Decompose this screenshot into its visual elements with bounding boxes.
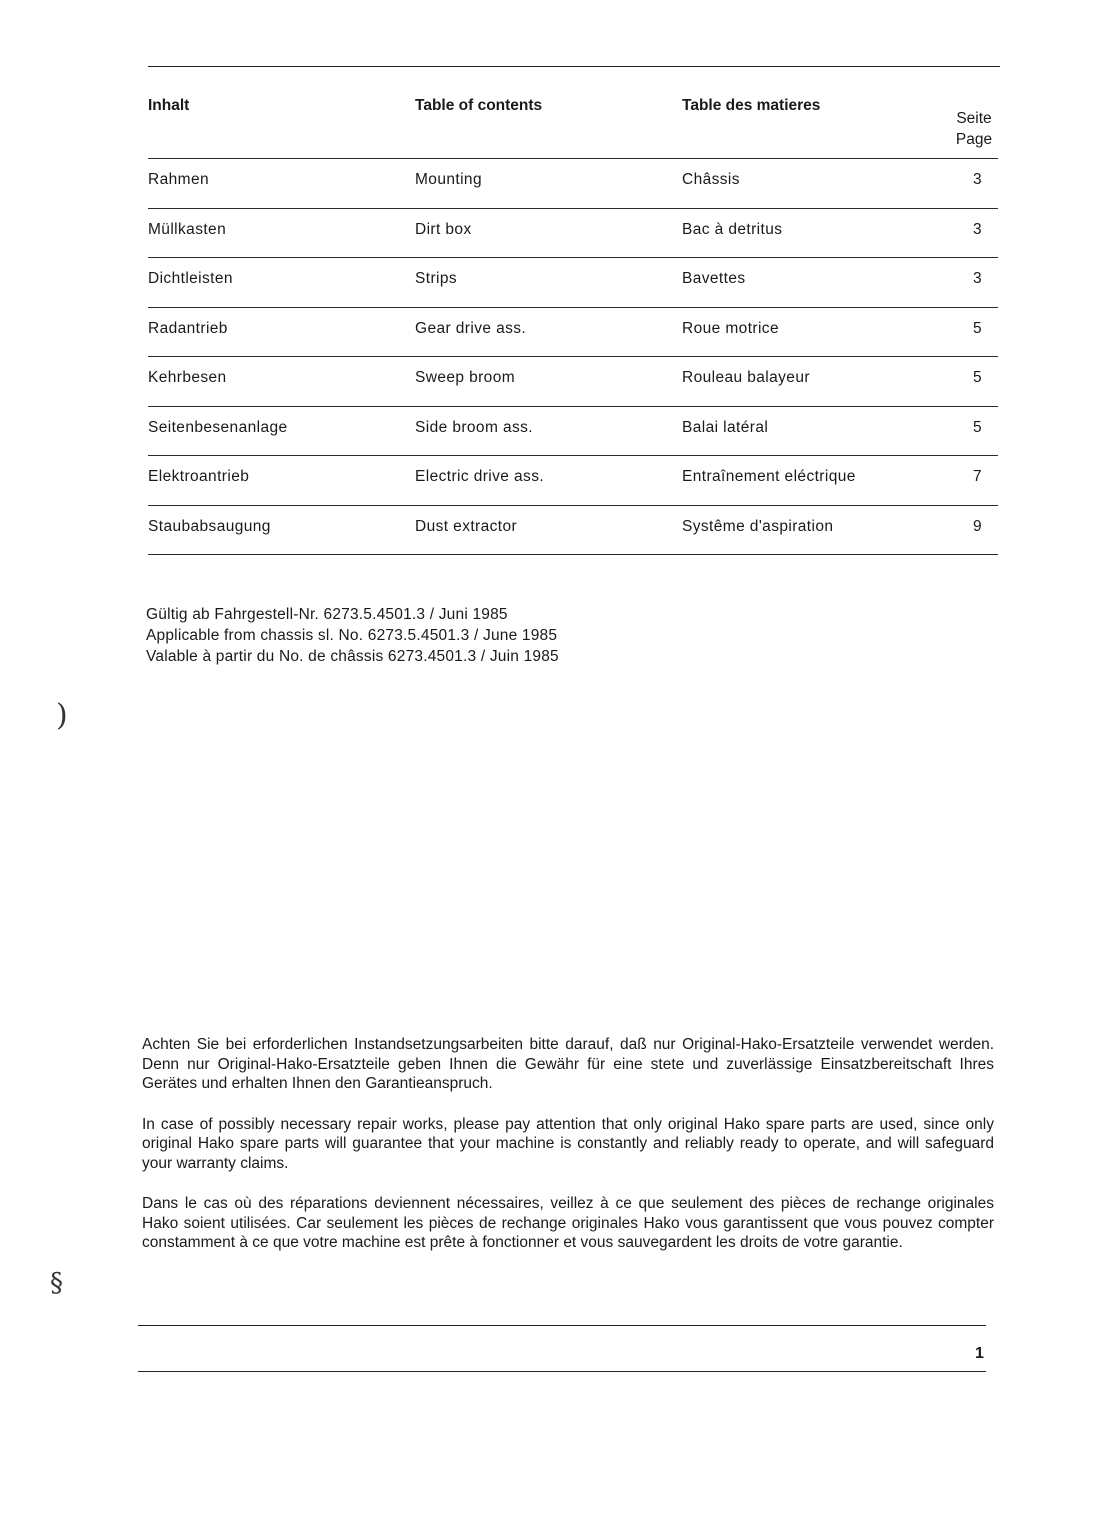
row-de: Dichtleisten — [148, 270, 233, 287]
row-de: Seitenbesenanlage — [148, 418, 288, 436]
validity-de: Gültig ab Fahrgestell-Nr. 6273.5.4501.3 / Juni 1985 — [146, 606, 508, 623]
header-inhalt: Inhalt — [148, 97, 190, 114]
table-row — [148, 208, 998, 258]
table-row — [148, 158, 998, 208]
row-en: Mounting — [415, 171, 482, 188]
row-de: Elektroantrieb — [148, 468, 250, 485]
table-row — [148, 257, 998, 307]
punch-hole-mark-icon: § — [50, 1268, 63, 1298]
notice-en: In case of possibly necessary repair works, please pay attention that only original Hako spare parts are used, since only original Hako spare parts will guarantee that your machine is constantly and reliably ready to operate, and will safeguard your warranty claims. — [142, 1115, 994, 1172]
table-of-contents — [148, 96, 998, 555]
header-page-line2: Page — [955, 131, 993, 148]
notice-fr: Dans le cas où des réparations deviennent nécessaires, veillez à ce que seulement des pièces de rechange originales Hako soient utilisées. Car seulement les pièces de rechange originales Hako vous garantissent que vous pouvez compter constamment à ce que votre machine est prête à fonctionner et vous sauvegardent les droits de votre garantie. — [142, 1195, 994, 1251]
row-page: 9 — [972, 517, 982, 535]
row-fr: Châssis — [682, 171, 740, 188]
row-en: Electric drive ass. — [415, 468, 545, 485]
header-table-des-matieres: Table des matieres — [682, 97, 821, 114]
row-de: Müllkasten — [148, 220, 227, 238]
table-row — [148, 505, 998, 555]
row-page: 3 — [972, 171, 982, 188]
page-number: 1 — [975, 1345, 984, 1362]
row-page: 3 — [972, 270, 982, 287]
footer-top-rule — [138, 1325, 986, 1326]
notice-de: Achten Sie bei erforderlichen Instandsetzungsarbeiten bitte darauf, daß nur Original-Hako-Ersatzteile verwendet werden. Denn nur Original-Hako-Ersatzteile geben Ihnen die Gewähr für eine stete und zuverlässige Einsatzbereitschaft Ihres Gerätes und erhalten Ihnen den Garantieanspruch. — [142, 1036, 994, 1092]
header-page — [944, 108, 1004, 150]
validity-statement — [146, 604, 559, 667]
row-fr: Bavettes — [682, 270, 746, 287]
row-page: 7 — [972, 468, 982, 485]
row-page: 3 — [972, 220, 982, 238]
row-de: Radantrieb — [148, 319, 228, 337]
table-row — [148, 356, 998, 406]
table-row — [148, 455, 998, 505]
footer-bottom-rule — [138, 1371, 986, 1372]
row-en: Dirt box — [415, 220, 472, 238]
row-en: Dust extractor — [415, 517, 518, 535]
row-fr: Rouleau balayeur — [682, 369, 810, 386]
row-fr: Roue motrice — [682, 319, 779, 337]
row-en: Gear drive ass. — [415, 319, 527, 337]
row-de: Kehrbesen — [148, 369, 227, 386]
row-en: Sweep broom — [415, 369, 516, 386]
spare-parts-notice — [142, 1035, 994, 1274]
row-page: 5 — [972, 319, 982, 337]
row-en: Strips — [415, 270, 458, 287]
punch-hole-mark-icon: ) — [56, 698, 68, 733]
validity-fr: Valable à partir du No. de châssis 6273.4501.3 / Juin 1985 — [146, 648, 559, 665]
toc-bottom-rule — [148, 554, 998, 555]
row-de: Rahmen — [148, 171, 209, 188]
table-row — [148, 406, 998, 456]
table-row — [148, 307, 998, 357]
validity-en: Applicable from chassis sl. No. 6273.5.4501.3 / June 1985 — [146, 627, 558, 644]
top-rule — [148, 66, 1000, 67]
row-fr: Systême d'aspiration — [682, 517, 834, 535]
row-en: Side broom ass. — [415, 418, 533, 436]
header-page-line1: Seite — [956, 110, 992, 127]
row-fr: Balai latéral — [682, 418, 769, 436]
row-de: Staubabsaugung — [148, 517, 271, 535]
row-page: 5 — [972, 369, 982, 386]
header-table-of-contents: Table of contents — [415, 97, 543, 114]
row-page: 5 — [972, 418, 982, 436]
toc-header-row — [148, 96, 998, 158]
row-fr: Bac à detritus — [682, 220, 783, 238]
row-fr: Entraînement eléctrique — [682, 468, 856, 485]
